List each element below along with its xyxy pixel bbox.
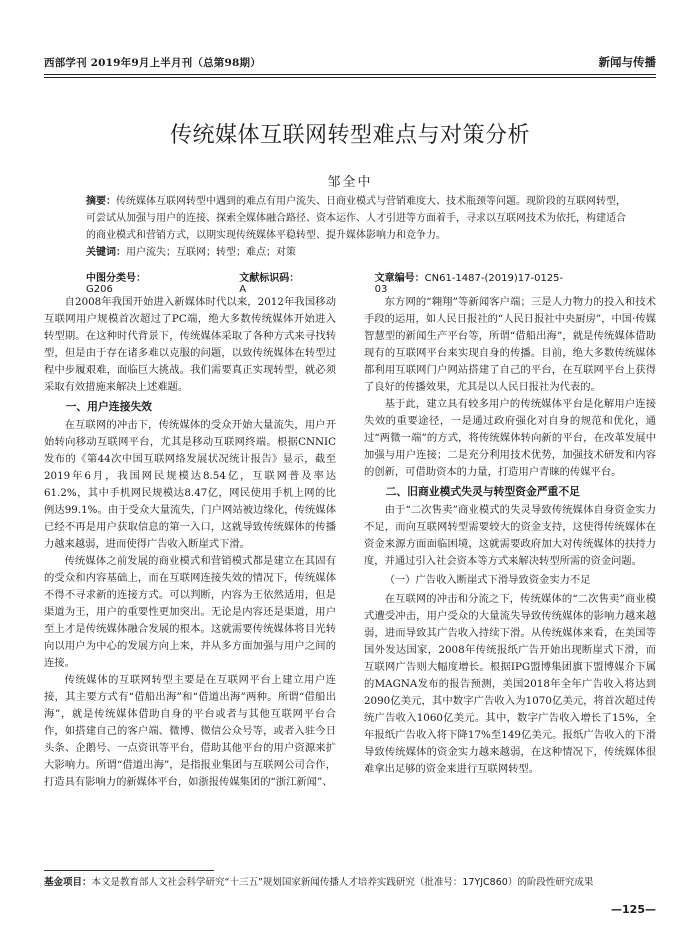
body-paragraph: 在互联网的冲击和分流之下，传统媒体的“二次售卖”商业模式遭受冲击，用户受众的大量流失导致传统媒体的影响力越来越弱，进而导致其广告收入持续下滑。从传统媒体来看，在美国等国外发达国家，2008年传统报纸广告开始出现断崖式下滑，而互联网广告则大幅度增长。根据IPG盟博集团旗下盟博媒介下属的MAGNA发布的报告预测，美国2018年全年广告收入将达到2090亿美元，其中数字广告收入为1070亿美元，将首次超过传统广告收入1060亿美元。其中，数字广告收入增长了15%，全年报纸广告收入将下降17%至149亿美元。报纸广告收入的下滑导致传统媒体的资金实力越来越弱，在这种情况下，传统媒体很难拿出足够的资金来进行互联网转型。 — [364, 593, 656, 775]
header-rule-thin — [44, 77, 656, 78]
body-paragraph: 东方网的“翱翔”等新闻客户端；三是人力物力的投入和技术手段的运用，如人民日报社的“人民日报社中央厨房”，中国·传媒智慧型的新闻生产平台等，所谓“借船出海”，就是传统媒体借助现有的互联网平台来实现自身的传播。目前，绝大多数传统媒体都利用互联网门户网站搭建了自己的平台，在互联网平台上获得了良好的传播效果，尤其是以人民日报社为代表的。 — [364, 296, 656, 393]
section-heading: 一、用户连接失效 — [65, 400, 152, 413]
page-number: —125— — [611, 903, 656, 916]
journal-name: 西部学刊 2019年9月上半月刊（总第98期） — [44, 57, 261, 69]
article-author: 邹全中 — [327, 175, 373, 190]
keywords-line — [86, 244, 630, 261]
clc-value: G206 — [86, 284, 113, 295]
abstract-text: 传统媒体互联网转型中遇到的难点有用户流失、日商业模式与营销难度大、技术瓶颈等问题。现阶段的互联网转型，可尝试从加强与用户的连接、探索全媒体融合路径、资本运作、人才引进等方面着手，寻求以互联网技术为依托，构建适合的商业模式和营销方式，以期实现传统媒体平稳转型、提升媒体影响力和竞争力。 — [86, 196, 626, 241]
clc-label: 中图分类号： — [86, 273, 146, 284]
body-paragraph: 传统媒体之前发展的商业模式和营销模式都是建立在其固有的受众和内容基础上，而在互联网连接失效的情况下，传统媒体不得不寻求新的连接方式。可以判断，内容为王依然适用，但是渠道为王，用户的重要性更加突出。无论是内容还是渠道，用户至上才是传统媒体融合发展的根本。这就需要传统媒体将目光转向以用户为中心的发展方向上来，并从多方面加强与用户之间的连接。 — [44, 555, 336, 669]
footnote-label: 基金项目： — [44, 877, 92, 888]
body-paragraph: 在互联网的冲击下，传统媒体的受众开始大量流失，用户开始转向移动互联网平台，尤其是移动互联网终端。根据CNNIC发布的《第44次中国互联网络发展状况统计报告》显示，截至2019年6月，我国网民规模达8.54亿，互联网普及率达61.2%，其中手机网民规模达8.47亿，网民使用手机上网的比例达99.1%。由于受众大量流失，门户网站被边缘化，传统媒体已经不再是用户获取信息的第一入口，这就导致传统媒体的传播力越来越弱，进而使得广告收入断崖式下滑。 — [44, 419, 336, 550]
doc-code-group — [239, 269, 334, 295]
classification-line — [86, 269, 630, 295]
article-title: 传统媒体互联网转型难点与对策分析 — [169, 123, 530, 148]
article-no-value: CN61-1487-(2019)17-0125-03 — [374, 273, 564, 295]
section-name: 新闻与传播 — [598, 55, 656, 69]
keywords-text: 用户流失；互联网；转型；难点；对策 — [126, 247, 296, 258]
body-paragraph: 传统媒体的互联网转型主要是在互联网平台上建立用户连接，其主要方式有“借船出海”和“借道出海”两种。所谓“借船出海”，就是传统媒体借助自身的平台或者与其他互联网平台合作，如搭建自己的客户端、微博、微信公众号等，或者入驻今日头条、企鹅号、一点资讯等平台，借助其他平台的用户资源来扩大影响力。所谓“借道出海”，是指报业集团与互联网公司合作，打造具有影响力的新媒体平台，如浙报传媒集团的“浙江新闻”、 — [44, 674, 336, 788]
right-column — [364, 294, 656, 864]
section-heading: 二、旧商业模式失灵与转型资金严重不足 — [385, 485, 580, 498]
header-rule — [44, 74, 656, 75]
abstract-label: 摘要： — [86, 196, 116, 207]
doc-code-label: 文献标识码： — [239, 273, 300, 284]
body-paragraph: 自2008年我国开始进入新媒体时代以来，2012年我国移动互联网用户规模首次超过了PC端，绝大多数传统媒体开始进入转型期。在这种时代背景下，传统媒体采取了各种方式来寻找转型，但是由于存在诸多难以克服的问题，以致传统媒体在转型过程中步履艰难，面临巨大挑战。我们需要真正实现转型，就必须采取有效措施来解决上述难题。 — [44, 296, 336, 393]
section-heading: （一）广告收入断崖式下滑导致资金实力不足 — [384, 574, 591, 586]
abstract-block — [86, 193, 630, 261]
footnote — [44, 874, 656, 888]
left-column — [44, 294, 336, 864]
running-header — [44, 50, 656, 70]
article-no-group — [375, 269, 590, 295]
footnote-text: 本文是教育部人文社会科学研究“十三五”规划国家新闻传播人才培养实践研究（批准号：17YJC860）的阶段性研究成果 — [91, 877, 594, 888]
body-columns — [44, 294, 656, 864]
body-paragraph: 基于此，建立具有较多用户的传统媒体平台是化解用户连接失效的重要途径，一是通过政府强化对自身的规范和优化，通过“两微一端”的方式，将传统媒体转向新的平台，在改革发展中加强与用户连接；二是充分利用技术优势，加强技术研发和内容的创新，可借助资本的力量，打造用户青睐的传媒平台。 — [364, 398, 656, 478]
abstract-paragraph — [86, 193, 630, 244]
doc-code-value: A — [239, 284, 247, 295]
keywords-label: 关键词： — [86, 247, 126, 258]
body-paragraph: 由于“二次售卖”商业模式的失灵导致传统媒体自身资金实力不足，而向互联网转型需要较大的资金支持，这使得传统媒体在资金来源方面面临困境，这就需要政府加大对传统媒体的扶持力度，并通过引入社会资本等方式来解决转型所需的资金问题。 — [364, 504, 656, 567]
article-no-label: 文章编号： — [374, 273, 425, 284]
clc-group — [86, 269, 199, 295]
footnote-rule — [44, 870, 214, 871]
